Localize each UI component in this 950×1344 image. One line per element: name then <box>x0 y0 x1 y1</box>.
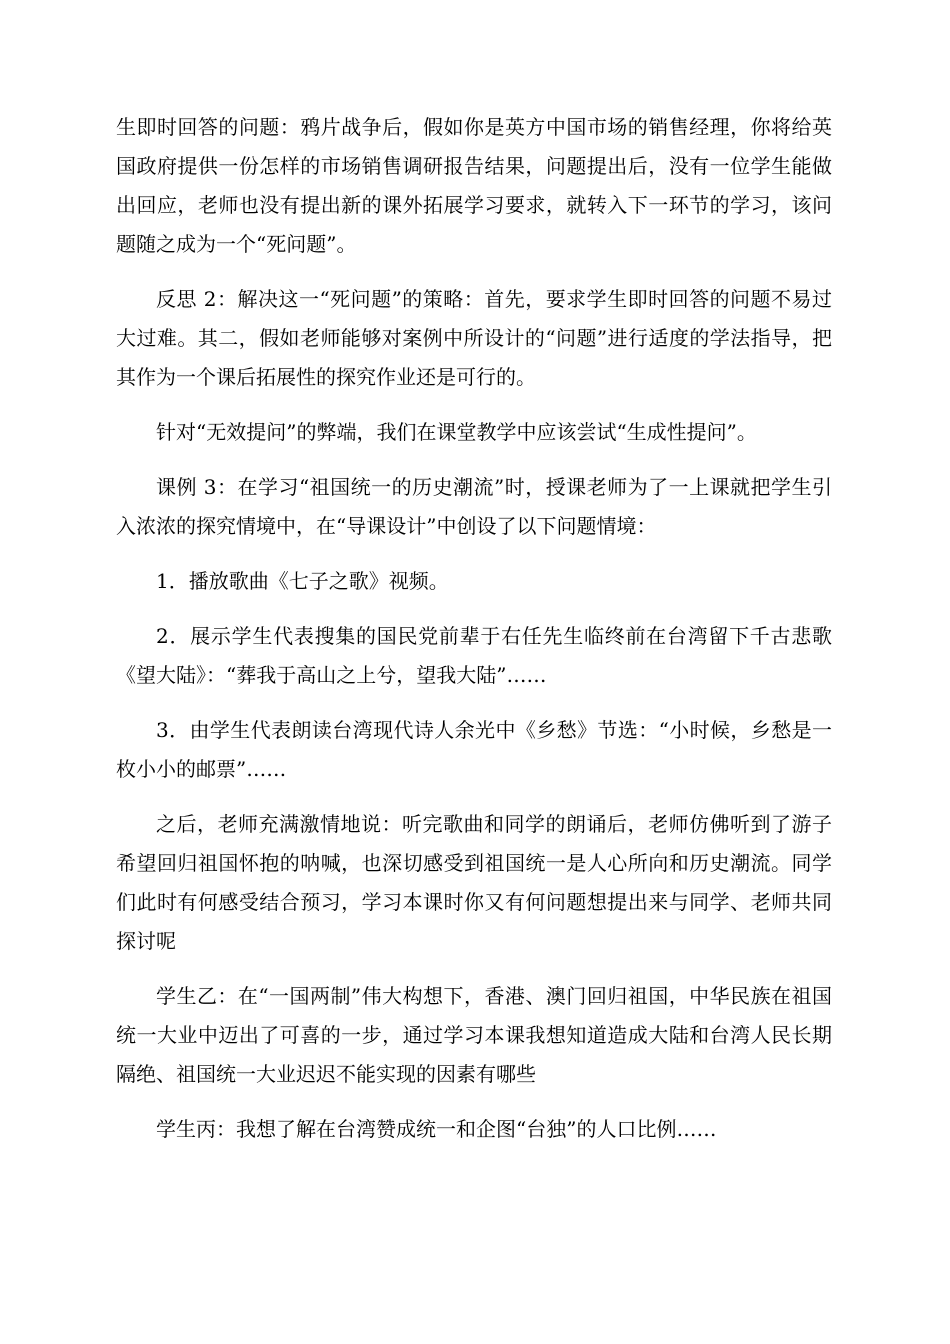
paragraph-lesson-example-3: 课例 3：在学习“祖国统一的历史潮流”时，授课老师为了一上课就把学生引入浓浓的探究情境中，在“导课设计”中创设了以下问题情境： <box>116 475 832 538</box>
paragraph-continuation: 生即时回答的问题：鸦片战争后，假如你是英方中国市场的销售经理，你将给英国政府提供一份怎样的市场销售调研报告结果，问题提出后，没有一位学生能做出回应，老师也没有提出新的课外拓展学习要求，就转入下一环节的学习，该问题随之成为一个“死问题”。 <box>116 115 832 256</box>
document-page <box>116 108 832 1165</box>
paragraph-student-c: 学生丙：我想了解在台湾赞成统一和企图“台独”的人口比例…… <box>156 1117 717 1141</box>
paragraph-teacher-remarks: 之后，老师充满激情地说：听完歌曲和同学的朗诵后，老师仿佛听到了游子希望回归祖国怀抱的呐喊，也深切感受到祖国统一是人心所向和历史潮流。同学们此时有何感受结合预习，学习本课时你又有何问题想提出来与同学、老师共同探讨呢 <box>116 812 832 953</box>
list-item-2: 2．展示学生代表搜集的国民党前辈于右任先生临终前在台湾留下千古悲歌《望大陆》：“葬我于高山之上兮，望我大陆”…… <box>116 624 832 687</box>
paragraph-reflection-2: 反思 2：解决这一“死问题”的策略：首先，要求学生即时回答的问题不易过大过难。其二，假如老师能够对案例中所设计的“问题”进行适度的学法指导，把其作为一个课后拓展性的探究作业还是可行的。 <box>116 287 832 389</box>
paragraph-generative-questioning: 针对“无效提问”的弊端，我们在课堂教学中应该尝试“生成性提问”。 <box>156 420 757 444</box>
list-item-1: 1．播放歌曲《七子之歌》视频。 <box>156 569 449 593</box>
paragraph-student-b: 学生乙：在“一国两制”伟大构想下，香港、澳门回归祖国，中华民族在祖国统一大业中迈出了可喜的一步，通过学习本课我想知道造成大陆和台湾人民长期隔绝、祖国统一大业迟迟不能实现的因素有哪些 <box>116 984 832 1086</box>
list-item-3: 3．由学生代表朗读台湾现代诗人余光中《乡愁》节选：“小时候，乡愁是一枚小小的邮票”…… <box>116 718 832 781</box>
